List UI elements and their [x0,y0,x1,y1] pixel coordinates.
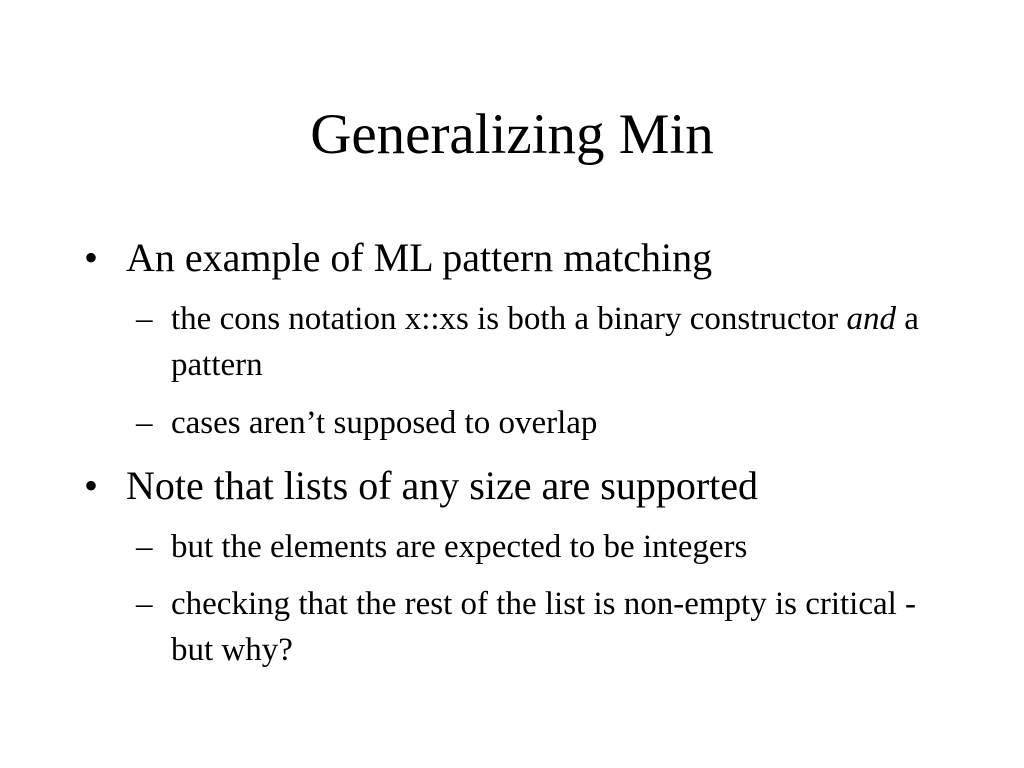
sub-bullet-text: cases aren’t supposed to overlap [171,405,598,441]
sub-bullet-text: but the elements are expected to be integers [171,529,748,565]
sub-bullet-text-part: a pattern [171,301,919,383]
bullet-item [84,462,758,510]
sub-bullet-text [136,296,931,388]
sub-bullet-text: checking that the rest of the list is non-empty is critical - but why? [171,586,917,668]
bullet-text: An example of ML pattern matching [126,235,713,280]
bullet-item [84,234,712,282]
sub-bullet-item [136,296,931,388]
slide-title: Generalizing Min [310,103,714,166]
sub-bullet-marker: – [136,529,153,565]
sub-bullet-item [136,524,931,570]
sub-bullet-item [136,581,931,673]
sub-bullet-marker: – [136,301,153,337]
bullet-text: Note that lists of any size are supported [126,463,759,508]
sub-bullet-marker: – [136,586,153,622]
sub-bullet-marker: – [136,405,153,441]
sub-bullet-emphasis: and [846,301,896,337]
sub-bullet-item [136,400,931,446]
bullet-marker: • [84,235,99,280]
sub-bullet-text-part: the cons notation x::xs is both a binary constructor [171,301,847,337]
bullet-marker: • [84,463,99,508]
